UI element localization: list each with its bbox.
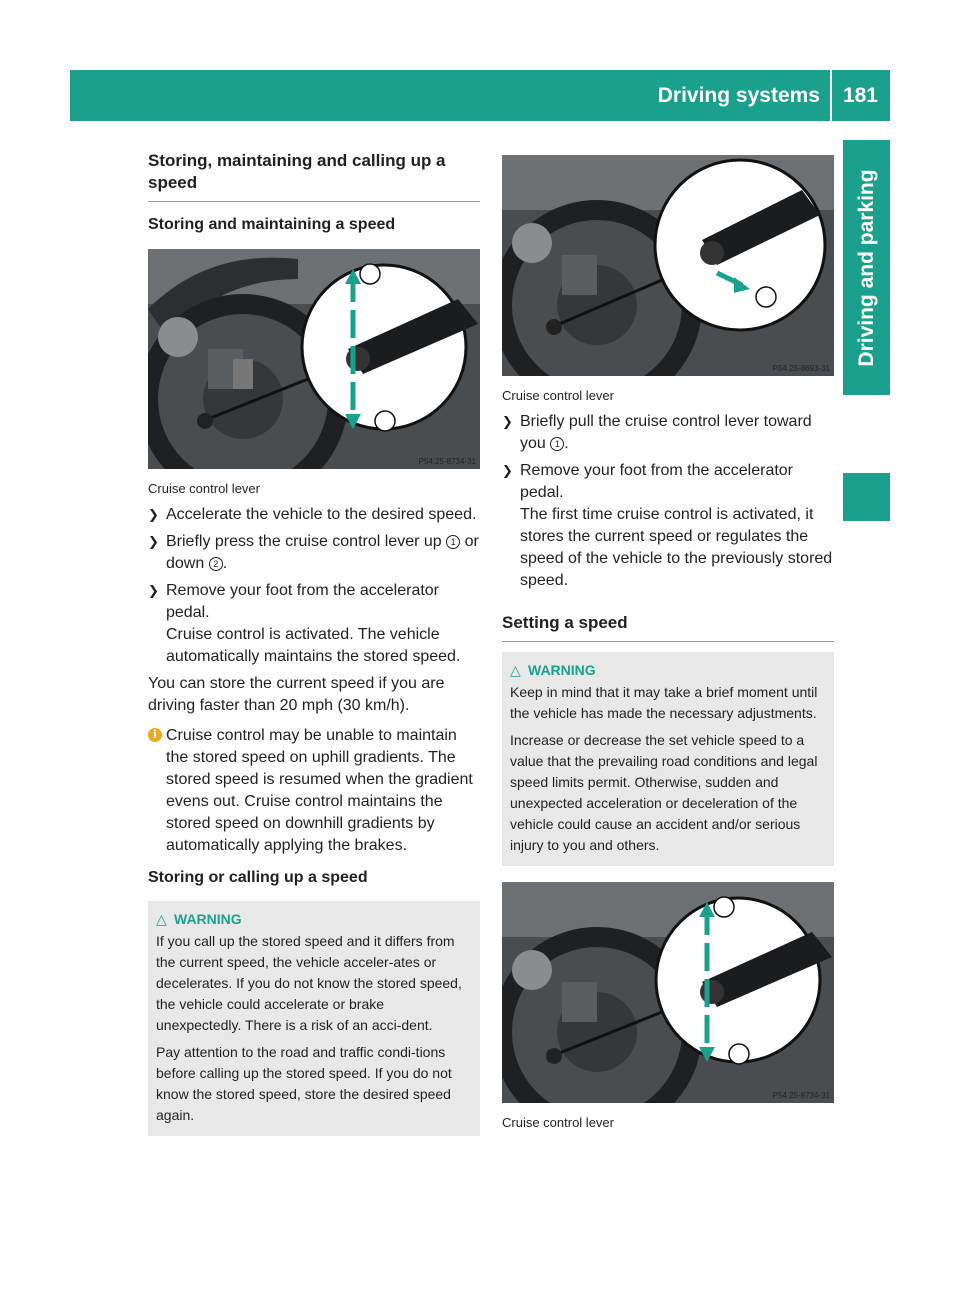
step-item: ❯ Briefly pull the cruise control lever toward you 1 . — [502, 413, 812, 452]
side-marker — [843, 473, 890, 521]
arrow-right-icon: ❯ — [148, 507, 159, 522]
image-code: P54.25-8734-31 — [772, 1091, 830, 1100]
callout-number: 2 — [209, 557, 223, 571]
warning-title: △ WARNING — [156, 911, 242, 927]
step-item: ❯ Remove your foot from the accelerator pedal. Cruise control is activated. The vehicle automatically maintains the stored speed. — [148, 582, 461, 665]
side-tab — [843, 140, 890, 395]
page-number: 181 — [842, 84, 878, 107]
header-divider — [830, 70, 832, 121]
warning-text: If you call up the stored speed and it differs from the current speed, the vehicle acceler-ates or decelerates. If you do not know the stored speed, the vehicle could accelerate or brake unexpectedly. There is a risk of an acci-dent. — [156, 933, 462, 1033]
cruise-lever-image-2 — [502, 155, 834, 376]
info-icon: i — [148, 728, 162, 742]
arrow-right-icon: ❯ — [148, 583, 159, 598]
callout-number: 1 — [550, 437, 564, 451]
right-column — [502, 155, 834, 1132]
image-caption: Cruise control lever — [502, 388, 614, 403]
image-code: P54.25-8693-31 — [772, 364, 830, 373]
image-code: P54.25-8734-31 — [418, 457, 476, 466]
warning-box — [148, 901, 480, 1136]
section-heading: Setting a speed — [502, 612, 834, 642]
side-tab-label: Driving and parking — [854, 168, 878, 367]
subheading-storing: Storing and maintaining a speed — [148, 216, 396, 233]
warning-text: Keep in mind that it may take a brief moment until the vehicle has made the necessary adjustments. — [510, 684, 818, 721]
warning-box — [502, 652, 834, 866]
section-heading: Storing, maintaining and calling up a speed — [148, 150, 480, 202]
cruise-lever-image-3 — [502, 882, 834, 1103]
header-title: Driving systems — [657, 84, 820, 107]
cruise-lever-image-1 — [148, 249, 480, 469]
arrow-right-icon: ❯ — [502, 463, 513, 478]
step-item: ❯ Accelerate the vehicle to the desired speed. — [148, 504, 480, 526]
step-item: ❯ Remove your foot from the accelerator pedal. The first time cruise control is activated, it stores the current speed or regulates the speed of the vehicle to the previously stored speed. — [502, 462, 833, 589]
arrow-right-icon: ❯ — [502, 414, 513, 429]
step-result: The first time cruise control is activated, it stores the current speed or regulates the speed of the vehicle to the previously stored speed. — [520, 506, 833, 589]
image-caption: Cruise control lever — [148, 481, 260, 496]
left-column — [148, 150, 480, 1136]
step-item: ❯ Briefly press the cruise control lever up 1 or down 2 . — [148, 533, 479, 572]
body-paragraph: You can store the current speed if you are driving faster than 20 mph (30 km/h). — [148, 675, 445, 714]
warning-triangle-icon: △ — [510, 662, 521, 678]
warning-title: △ WARNING — [510, 662, 596, 678]
info-note: i Cruise control may be unable to maintain the stored speed on uphill gradients. The stored speed is resumed when the gradient evens out. Cruise control maintains the stored speed on downhill gradients by automatically applying the brakes. — [148, 725, 480, 857]
warning-text: Increase or decrease the set vehicle speed to a value that the prevailing road conditions and legal speed limits permit. Otherwise, sudden and unexpected acceleration or deceleration of the vehicle could cause an accident and/or serious injury to you and others. — [510, 732, 818, 853]
arrow-right-icon: ❯ — [148, 534, 159, 549]
callout-number: 1 — [446, 535, 460, 549]
warning-text: Pay attention to the road and traffic condi-tions before calling up the stored speed. If you do not know the stored speed, store the desired speed again. — [156, 1044, 452, 1123]
step-result: Cruise control is activated. The vehicle automatically maintains the stored speed. — [166, 626, 461, 665]
warning-triangle-icon: △ — [156, 911, 167, 927]
image-caption: Cruise control lever — [502, 1115, 614, 1130]
page-header — [70, 70, 890, 121]
subheading-calling: Storing or calling up a speed — [148, 869, 368, 886]
